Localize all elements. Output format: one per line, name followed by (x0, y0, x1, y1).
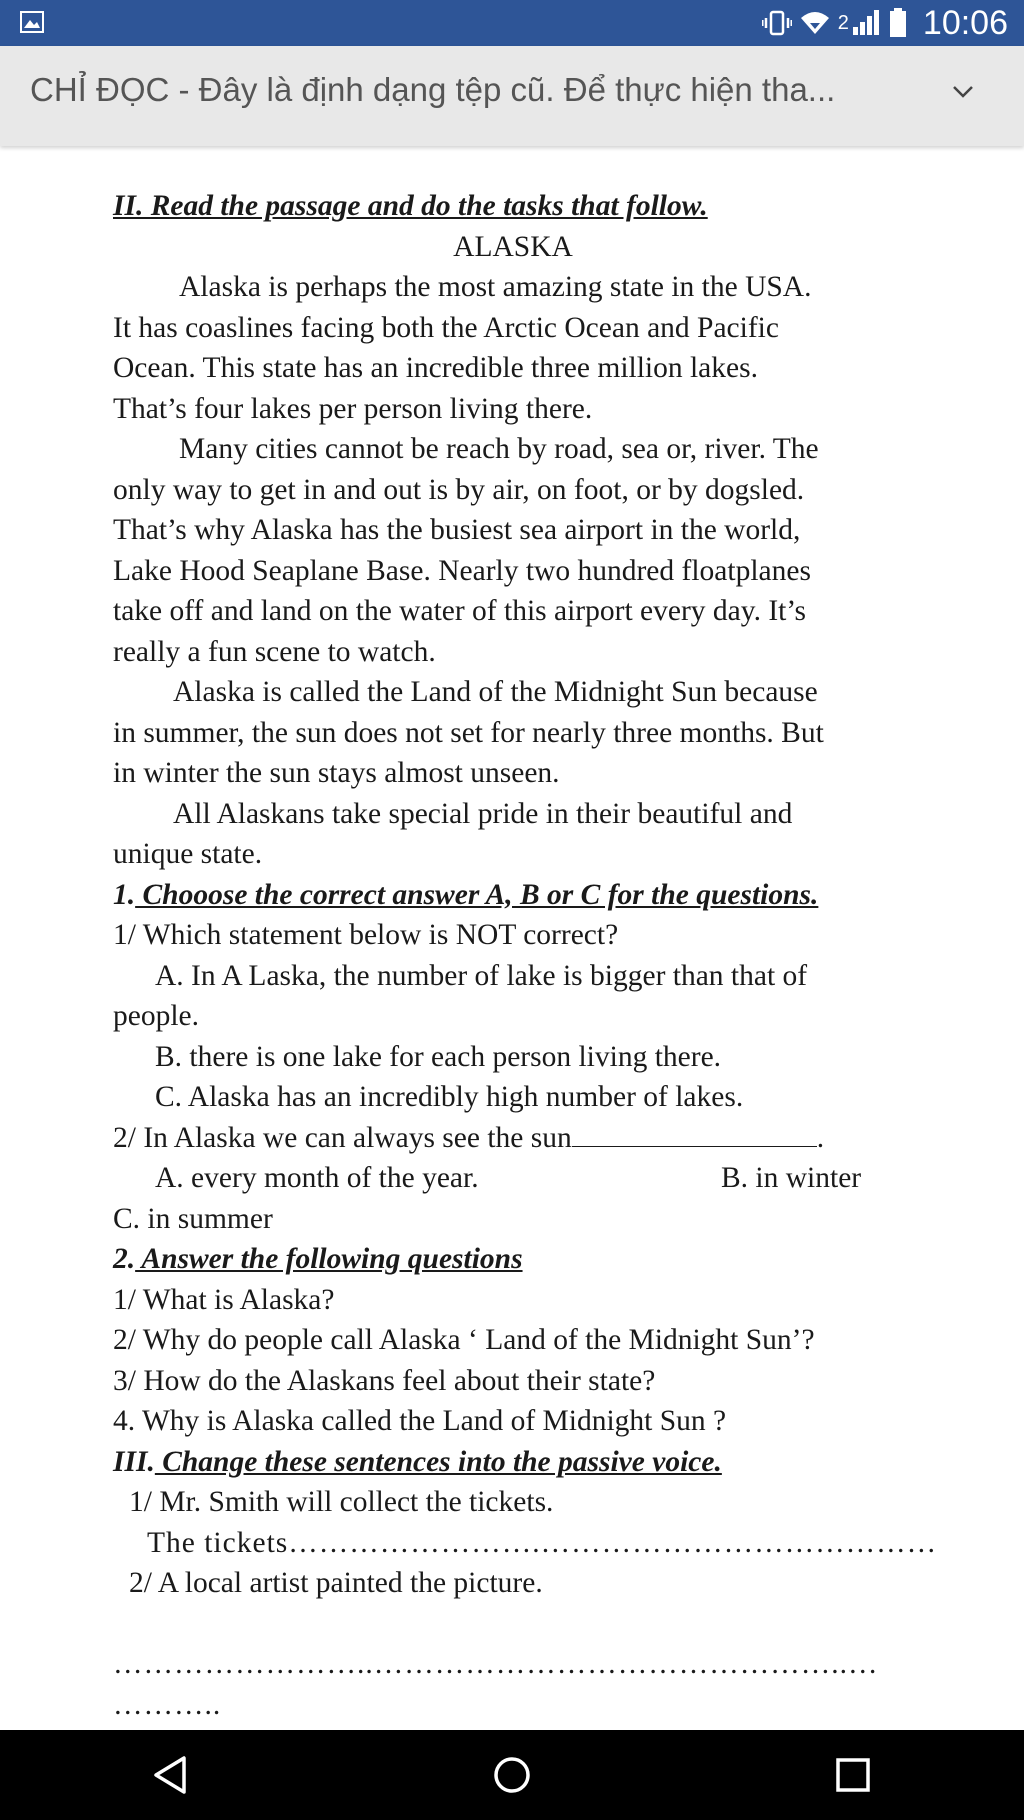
answer-dots: ……….. (113, 1688, 222, 1721)
read-only-message: CHỈ ĐỌC - Đây là định dạng tệp cũ. Để thực hiện tha... (30, 71, 836, 108)
answer-options-row (113, 1158, 913, 1199)
wifi-icon (800, 10, 830, 36)
passage-line: Alaska is perhaps the most amazing state in the USA. (179, 271, 812, 303)
recents-icon[interactable] (830, 1752, 876, 1798)
battery-icon (889, 8, 907, 38)
read-only-banner[interactable] (0, 46, 1024, 146)
section-iii-heading (113, 1442, 913, 1483)
passage-line: That’s why Alaska has the busiest sea airport in the world, (113, 514, 801, 546)
passage-line: Alaska is called the Land of the Midnight Sun because (173, 676, 818, 708)
question: 2/ Why do people call Alaska ‘ Land of the Midnight Sun’? (113, 1324, 815, 1356)
answer-line (113, 1523, 938, 1564)
passage-line: only way to get in and out is by air, on foot, or by dogsled. (113, 473, 805, 506)
task-2-number: 2. (113, 1243, 136, 1275)
passage-line: That’s four lakes per person living there. (113, 392, 593, 425)
chevron-down-icon[interactable] (948, 76, 978, 106)
answer-dots: ……………………..………………………………………..… (113, 1648, 879, 1680)
passage-line: in winter the sun stays almost unseen. (113, 757, 560, 789)
answer-option: B. there is one lake for each person living there. (155, 1040, 722, 1073)
passage-line: Lake Hood Seaplane Base. Nearly two hundred floatplanes (113, 554, 811, 587)
vibrate-icon (762, 10, 792, 36)
section-iii-number: III. (113, 1445, 155, 1478)
question-text: 2/ In Alaska we can always see the sun (113, 1121, 572, 1154)
task-2-heading (113, 1239, 913, 1280)
passage-line: unique state. (113, 838, 263, 870)
answer-line (113, 1644, 913, 1685)
answer-option: C. in summer (113, 1202, 273, 1235)
passage-line: Ocean. This state has an incredible three million lakes. (113, 352, 758, 384)
section-iii-instruction: Change these sentences into the passive voice. (154, 1445, 722, 1478)
question: 1/ What is Alaska? (113, 1283, 335, 1316)
passage-line: Many cities cannot be reach by road, sea or, river. The (179, 433, 819, 465)
task-1-number: 1. (113, 878, 136, 911)
status-bar (0, 0, 1024, 46)
back-icon[interactable] (148, 1752, 194, 1798)
sim-slot-label: 2 (837, 11, 849, 34)
signal-icon (851, 9, 881, 37)
passage-line: take off and land on the water of this airport every day. It’s (113, 595, 807, 627)
question: 4. Why is Alaska called the Land of Midnight Sun ? (113, 1405, 727, 1437)
answer-blank (572, 1118, 817, 1147)
clock: 10:06 (922, 3, 1008, 42)
passage-line: It has coaslines facing both the Arctic Ocean and Pacific (113, 311, 779, 344)
answer-option: A. In A Laska, the number of lake is bigger than that of (155, 959, 808, 992)
section-ii-heading: II. Read the passage and do the tasks that follow. (113, 190, 708, 222)
task-1-instruction: Chooose the correct answer A, B or C for the questions. (135, 878, 819, 911)
answer-option: C. Alaska has an incredibly high number of lakes. (155, 1081, 744, 1113)
passage-line: All Alaskans take special pride in their beautiful and (173, 797, 793, 830)
answer-option: A. every month of the year. (155, 1162, 479, 1194)
sentence: 1/ Mr. Smith will collect the tickets. (129, 1486, 554, 1518)
question: 1/ Which statement below is NOT correct? (113, 919, 619, 951)
passage-title: ALASKA (453, 230, 573, 263)
home-icon[interactable] (489, 1752, 535, 1798)
sentence: 2/ A local artist painted the picture. (129, 1567, 543, 1599)
answer-dots: The tickets…………………….………………………………… (147, 1526, 938, 1559)
task-2-instruction: Answer the following questions (135, 1243, 523, 1275)
answer-line (113, 1685, 913, 1726)
question (113, 1118, 913, 1159)
answer-option: B. in winter (721, 1162, 862, 1194)
document-body (113, 186, 938, 1725)
question: 3/ How do the Alaskans feel about their state? (113, 1364, 656, 1397)
question-end: . (816, 1121, 825, 1154)
gallery-notification-icon (20, 11, 44, 33)
navigation-bar (0, 1730, 1024, 1820)
task-1-heading (113, 875, 913, 916)
passage-line: in summer, the sun does not set for nearly three months. But (113, 716, 824, 749)
passage-line: really a fun scene to watch. (113, 635, 436, 668)
answer-option-continued: people. (113, 1000, 200, 1032)
